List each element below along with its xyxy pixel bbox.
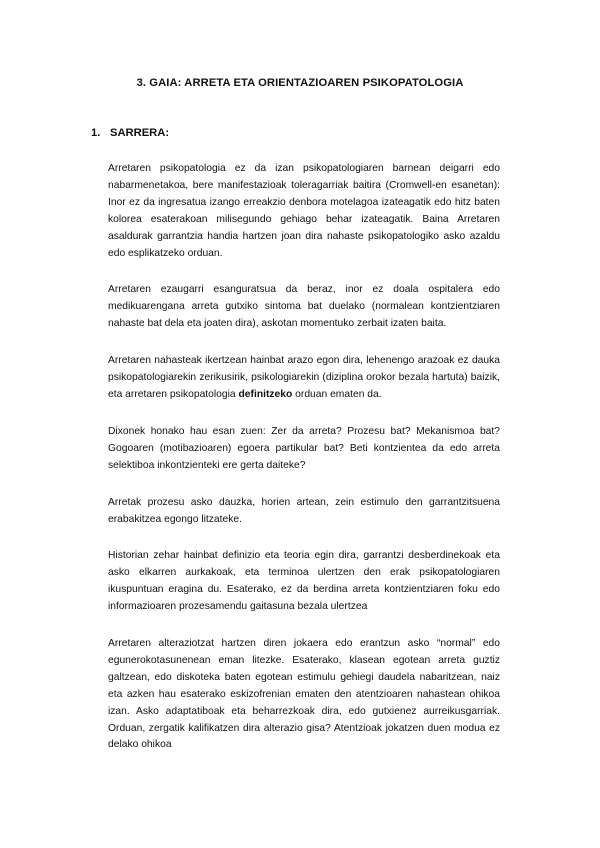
- paragraph-3-text-before: Arretaren nahasteak ikertzean hainbat arazo egon dira, lehenengo arazoak ez dauka psikopatologiarekin zerikusirik, psikologiarekin (diziplina orokor bezala hartuta) baizik, eta arretaren psikopatologia: [108, 355, 500, 400]
- paragraph-2: Arretaren ezaugarri esanguratsua da beraz, inor ez doala ospitalera edo medikuarengana arreta gutxiko sintoma bat duelako (normalean kontzientziaren nahaste bat dela eta joaten dira), askotan momentuko zerbait izaten baita.: [108, 284, 500, 330]
- paragraph-3-bold-term: definitzeko: [238, 388, 293, 400]
- paragraph-4: Dixonek honako hau esan zuen: Zer da arreta? Prozesu bat? Mekanismoa bat? Gogoaren (motibazioaren) egoera partikular bat? Beti kontzientea da edo arreta selektiboa inkontzienteki ere gerta daiteke?: [108, 425, 500, 471]
- paragraph-5: Arretak prozesu asko dauzka, horien artean, zein estimulo den garrantzitsuena erabakitzea egongo litzateke.: [108, 496, 500, 525]
- document-body: [108, 161, 500, 774]
- paragraph-3-text-after: orduan ematen da.: [292, 388, 382, 400]
- section-heading: [91, 127, 169, 139]
- section-number: 1.: [91, 127, 101, 139]
- section-heading-text: SARRERA:: [110, 127, 170, 139]
- paragraph-6: Historian zehar hainbat definizio eta teoria egin dira, garrantzi desberdinekoak eta asko elkarren aurkakoak, eta terminoa ulertzen den erak psikopatologiaren ikuspuntuan eragina du. Esaterako, ez da berdina arreta kontzientziaren foku edo informazioaren prozesamendu gaitasuna bezala ulertzea: [108, 550, 500, 613]
- paragraph-1: Arretaren psikopatologia ez da izan psikopatologiaren barnean deigarri edo nabarmenetakoa, bere manifestazioak toleragarriak baitira (Cromwell-en esanetan): Inor ez da ingresatua izango erreakzio denbora motelagoa izateagatik edo hitz baten kolorea esaterakoan milisegundo gehiago behar izateagatik. Baina Arretaren asaldurak garrantzia handia hartzen joan dira nahaste psikopatologiko asko azaldu edo esplikatzeko orduan.: [108, 163, 500, 259]
- document-title: 3. GAIA: ARRETA ETA ORIENTAZIOAREN PSIKOPATOLOGIA: [136, 77, 464, 89]
- paragraph-3: [108, 353, 500, 404]
- paragraph-7: Arretaren alteraziotzat hartzen diren jokaera edo erantzun asko “normal” edo egunerokotasunenean eman litezke. Esaterako, klasean egotean arreta guztiz galtzean, edo diskoteka baten egotean estimulu gehiegi daudela nabaritzean, naiz eta azken hau esaterako eskizofrenian ematen den atentzioaren nahastean ohikoa izan. Asko adaptatiboak eta beharrezkoak dira, edo gutxienez aurreikusgarriak. Orduan, zergatik kalifikatzen dira alterazio gisa? Atentzioak jokatzen duen modua ez delako ohikoa: [108, 638, 500, 751]
